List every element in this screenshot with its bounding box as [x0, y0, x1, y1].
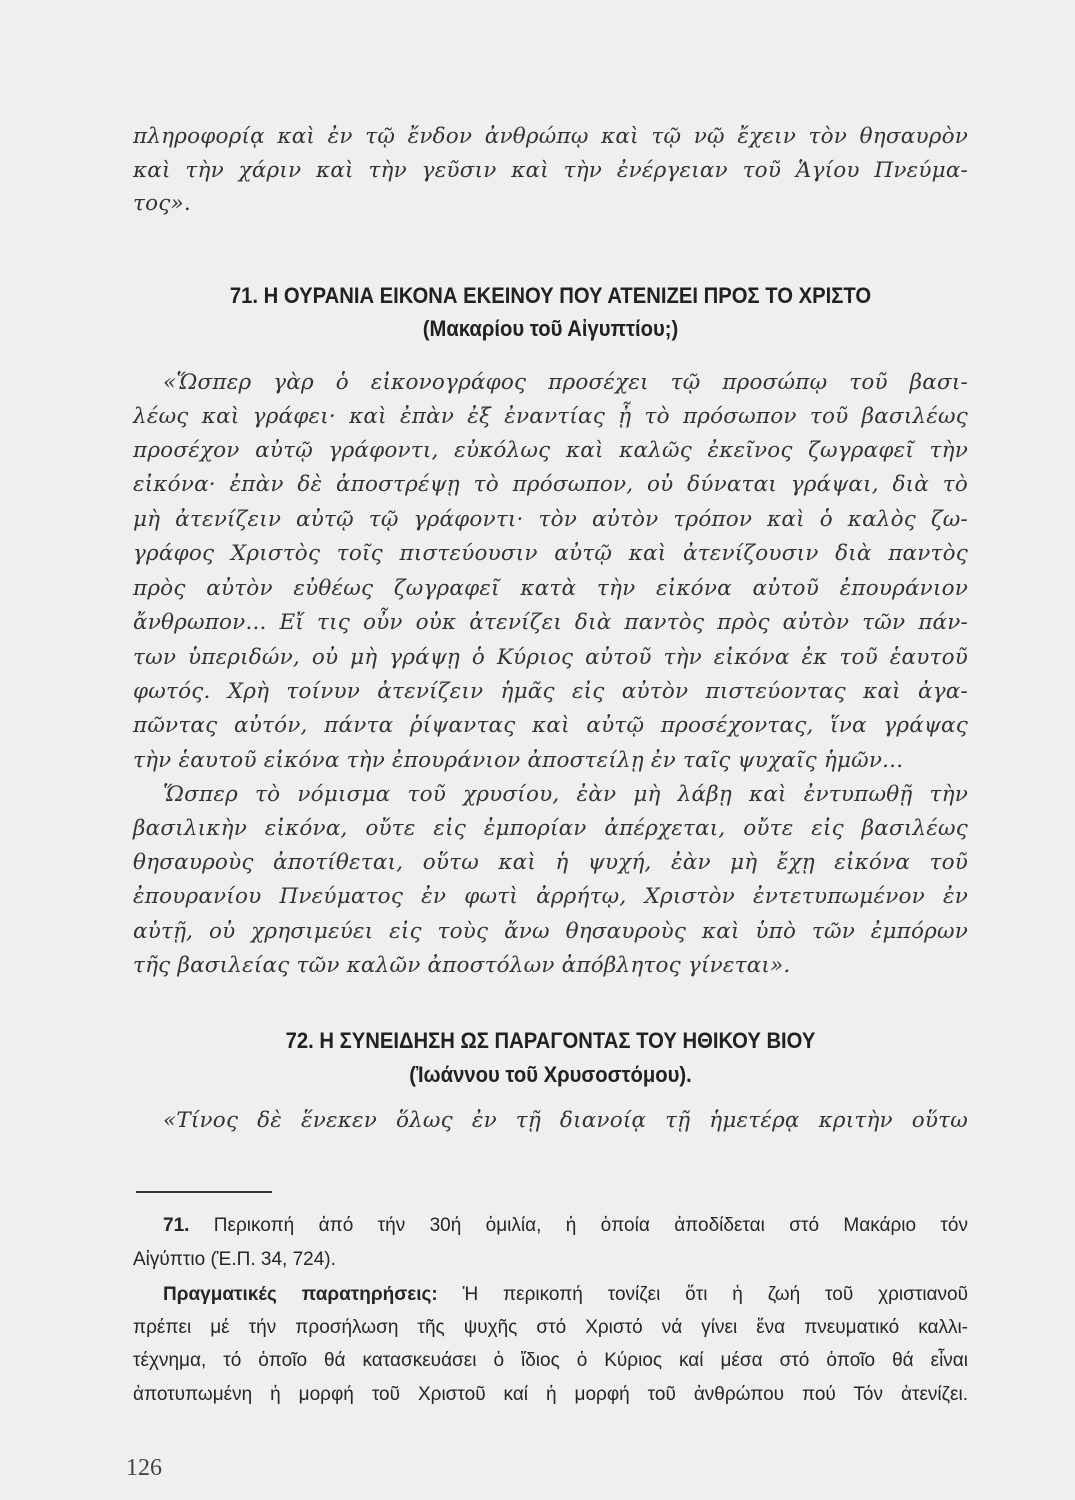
quote-text-line: μὴ ἀτενίζειν αὐτῷ τῷ γράφοντι· τὸν αὐτὸν τρόπον καὶ ὁ καλὸς ζω- [133, 507, 968, 532]
footnote-text: Ἡ περικοπή τονίζει ὅτι ἡ ζωή τοῦ χριστιανοῦ [437, 1284, 968, 1305]
quote-text-line: προσέχον αὐτῷ γράφοντι, εὐκόλως καὶ καλῶς ἐκεῖνος ζωγραφεῖ τὴν [133, 438, 968, 463]
footnote-line [163, 1215, 968, 1245]
footnote-line [133, 1384, 968, 1414]
quote-text-line: «Τίνος δὲ ἕνεκεν ὅλως ἐν τῇ διανοίᾳ τῇ ἡμετέρᾳ κριτὴν οὕτω [163, 1108, 968, 1133]
quote-text-line: τὴν ἑαυτοῦ εἰκόνα τὴν ἐπουράνιον ἀποστείλῃ ἐν ταῖς ψυχαῖς ἡμῶν... [133, 748, 904, 773]
footnote-label: 71. [163, 1215, 190, 1236]
footnote-text: Περικοπή ἀπό τήν 30ή ὁμιλία, ἡ ὁποία ἀποδίδεται στό Μακάριο τόν [189, 1215, 968, 1236]
body-text-line: καὶ τὴν χάριν καὶ τὴν γεῦσιν καὶ τὴν ἐνέργειαν τοῦ Ἁγίου Πνεύμα- [133, 158, 968, 183]
quote-text-line: ἄνθρωπον... Εἴ τις οὖν οὐκ ἀτενίζει διὰ παντὸς πρὸς αὐτὸν τῶν πάν- [133, 610, 968, 635]
footnote-text: Αἰγύπτιο (Ἑ.Π. 34, 724). [133, 1249, 336, 1270]
quote-text-line: φωτός. Χρὴ τοίνυν ἀτενίζειν ἡμᾶς εἰς αὐτὸν πιστεύοντας καὶ ἀγα- [133, 679, 968, 704]
quote-text-line: ἐπουρανίου Πνεύματος ἐν φωτὶ ἀρρήτῳ, Χριστὸν ἐντετυπωμένον ἐν [133, 884, 968, 909]
footnote-line [163, 1284, 968, 1314]
quote-text-line: των ὑπεριδών, οὐ μὴ γράψῃ ὁ Κύριος αὐτοῦ τὴν εἰκόνα ἐκ τοῦ ἑαυτοῦ [133, 645, 968, 670]
footnote-line [133, 1350, 968, 1380]
section-72-title: 72. Η ΣΥΝΕΙΔΗΣΗ ΩΣ ΠΑΡΑΓΟΝΤΑΣ ΤΟΥ ΗΘΙΚΟΥ ΒΙΟΥ [285, 1028, 816, 1053]
quote-text-line: εἰκόνα· ἐπὰν δὲ ἀποστρέψῃ τὸ πρόσωπον, οὐ δύναται γράψαι, διὰ τὸ [133, 472, 968, 497]
footnote-label: Πραγματικές παρατηρήσεις: [163, 1284, 438, 1305]
body-text-line: τος». [133, 191, 191, 216]
quote-text-line: βασιλικὴν εἰκόνα, οὔτε εἰς ἐμπορίαν ἀπέρχεται, οὔτε εἰς βασιλέως [133, 816, 968, 841]
quote-text-line: τῆς βασιλείας τῶν καλῶν ἀποστόλων ἀπόβλητος γίνεται». [133, 953, 791, 978]
quote-text-line: Ὥσπερ τὸ νόμισμα τοῦ χρυσίου, ἐὰν μὴ λάβῃ καὶ ἐντυπωθῇ τὴν [163, 782, 968, 807]
quote-text-line: γράφος Χριστὸς τοῖς πιστεύουσιν αὐτῷ καὶ ἀτενίζουσιν διὰ παντὸς [133, 541, 968, 566]
footnote-text: ἀποτυπωμένη ἡ μορφή τοῦ Χριστοῦ καί ἡ μορφή τοῦ ἀνθρώπου πού Τόν ἀτενίζει. [133, 1384, 968, 1405]
page-number: 126 [126, 1455, 162, 1481]
section-71-subtitle: (Μακαρίου τοῦ Αἰγυπτίου;) [422, 316, 679, 341]
quote-text-line: πῶντας αὐτόν, πάντα ῥίψαντας καὶ αὐτῷ προσέχοντας, ἵνα γράψας [133, 713, 968, 738]
footnote-text: τέχνημα, τό ὁποῖο θά κατασκευάσει ὁ ἴδιος ὁ Κύριος καί μέσα στό ὁποῖο θά εἶναι [133, 1350, 968, 1371]
footnote-line [133, 1249, 968, 1279]
body-text-line: πληροφορίᾳ καὶ ἐν τῷ ἔνδον ἀνθρώπῳ καὶ τῷ νῷ ἔχειν τὸν θησαυρὸν [133, 124, 968, 149]
quote-text-line: «Ὥσπερ γὰρ ὁ εἰκονογράφος προσέχει τῷ προσώπῳ τοῦ βασι- [163, 370, 968, 395]
section-71-title: 71. Η ΟΥΡΑΝΙΑ ΕΙΚΟΝΑ ΕΚΕΙΝΟΥ ΠΟΥ ΑΤΕΝΙΖΕΙ ΠΡΟΣ ΤΟ ΧΡΙΣΤΟ [229, 283, 872, 308]
footnote-line [133, 1317, 968, 1347]
footnote-divider [136, 1191, 272, 1193]
quote-text-line: θησαυροὺς ἀποτίθεται, οὕτω καὶ ἡ ψυχή, ἐὰν μὴ ἔχῃ εἰκόνα τοῦ [133, 850, 968, 875]
section-72-subtitle: (Ἰωάννου τοῦ Χρυσοστόμου). [409, 1062, 692, 1087]
footnote-text: πρέπει μέ τήν προσήλωση τῆς ψυχῆς στό Χριστό νά γίνει ἕνα πνευματικό καλλι- [133, 1317, 968, 1338]
quote-text-line: αὐτῇ, οὐ χρησιμεύει εἰς τοὺς ἄνω θησαυροὺς καὶ ὑπὸ τῶν ἐμπόρων [133, 919, 968, 944]
quote-text-line: πρὸς αὐτὸν εὐθέως ζωγραφεῖ κατὰ τὴν εἰκόνα αὐτοῦ ἐπουράνιον [133, 576, 968, 601]
quote-text-line: λέως καὶ γράφει· καὶ ἐπὰν ἐξ ἐναντίας ᾖ τὸ πρόσωπον τοῦ βασιλέως [133, 404, 968, 429]
